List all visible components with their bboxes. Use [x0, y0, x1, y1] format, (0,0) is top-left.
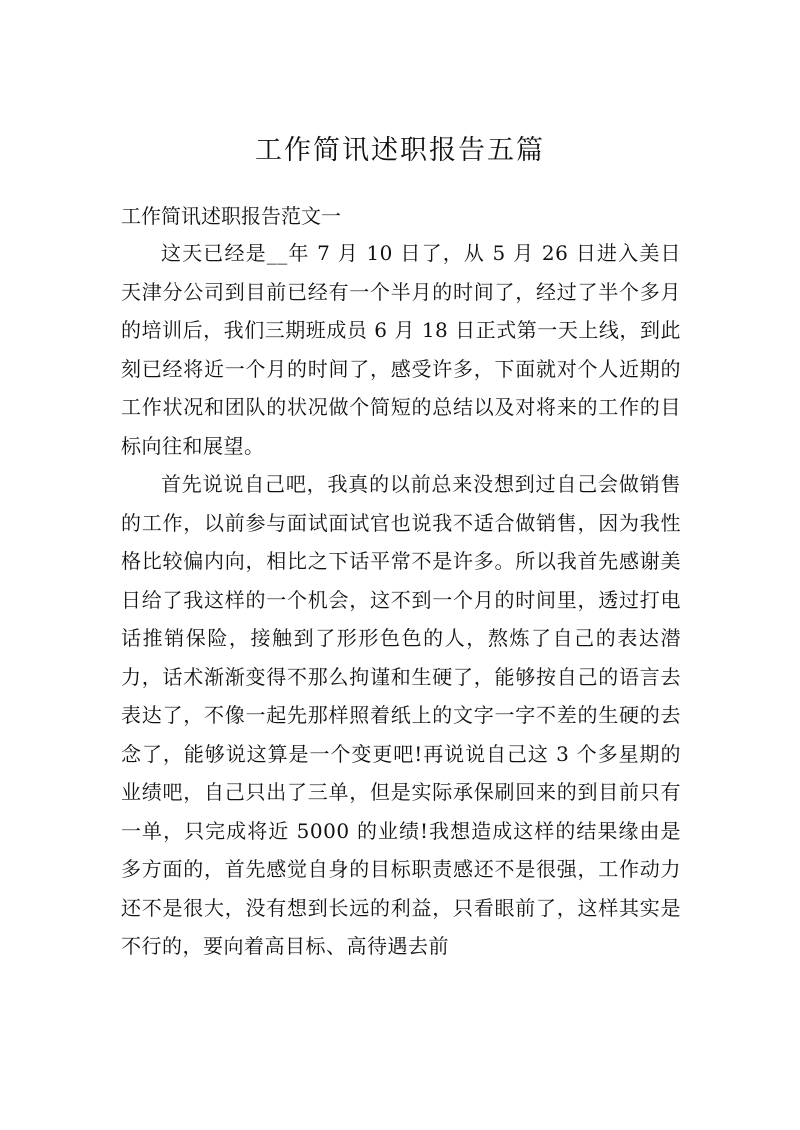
paragraph-1: 这天已经是__年 7 月 10 日了，从 5 月 26 日进入美日天津分公司到目前已经有一个半月的时间了，经过了半个多月的培训后，我们三期班成员 6 月 18 日正式第一天上线，到此刻已经将近一个月的时间了，感受许多，下面就对个人近期的工作状况和团队的状况做个简短的总结以及对将来的工作的目标向往和展望。 [121, 241, 681, 458]
document-title: 工作简讯述职报告五篇 [255, 135, 545, 166]
document-body [121, 198, 681, 966]
paragraph-2: 首先说说自己吧，我真的以前总来没想到过自己会做销售的工作，以前参与面试面试官也说我不适合做销售，因为我性格比较偏内向，相比之下话平常不是许多。所以我首先感谢美日给了我这样的一个机会，这不到一个月的时间里，透过打电话推销保险，接触到了形形色色的人，熬炼了自己的表达潜力，话术渐渐变得不那么拘谨和生硬了，能够按自己的语言去表达了，不像一起先那样照着纸上的文字一字不差的生硬的去念了，能够说这算是一个变更吧!再说说自己这 3 个多星期的业绩吧，自己只出了三单，但是实际承保刷回来的到目前只有一单，只完成将近 5000 的业绩!我想造成这样的结果缘由是多方面的，首先感觉自身的目标职责感还不是很强，工作动力还不是很大，没有想到长远的利益，只看眼前了，这样其实是不行的，要向着高目标、高待遇去前 [121, 472, 681, 958]
section-heading: 工作简讯述职报告范文一 [121, 204, 341, 228]
